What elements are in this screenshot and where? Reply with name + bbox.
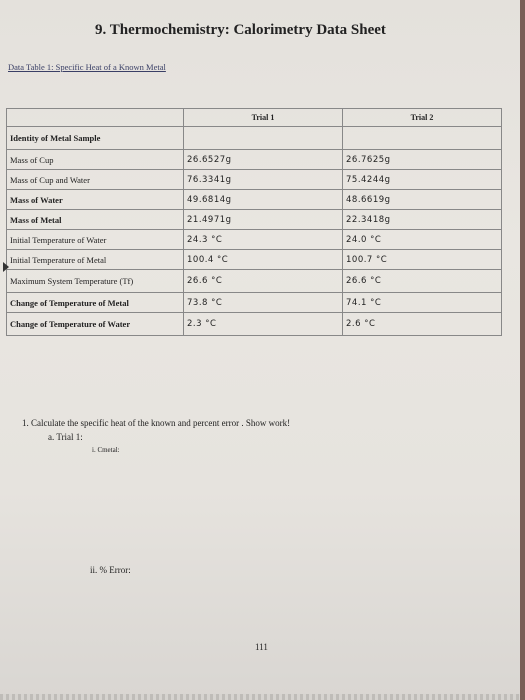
row-label: Change of Temperature of Metal <box>7 293 184 313</box>
trial-1-value: 26.6527g <box>184 150 343 170</box>
row-label: Change of Temperature of Water <box>7 313 184 336</box>
table-row <box>7 313 502 336</box>
trial-2-value: 26.7625g <box>343 150 502 170</box>
trial-1-value: 26.6 °C <box>184 270 343 293</box>
trial-2-value: 100.7 °C <box>343 250 502 270</box>
table-caption: Data Table 1: Specific Heat of a Known Metal <box>8 62 166 72</box>
page-edge <box>0 694 520 700</box>
trial-1-value: 49.6814g <box>184 190 343 210</box>
trial-2-value: 74.1 °C <box>343 293 502 313</box>
question-1a-ii: ii. % Error: <box>90 565 131 575</box>
trial-2-value: 48.6619g <box>343 190 502 210</box>
trial-1-value: 73.8 °C <box>184 293 343 313</box>
table-row <box>7 127 502 150</box>
page-title: 9. Thermochemistry: Calorimetry Data Sheet <box>95 22 386 38</box>
table-header-row <box>7 109 502 127</box>
table-row <box>7 150 502 170</box>
trial-2-value: 75.4244g <box>343 170 502 190</box>
row-label: Mass of Cup <box>7 150 184 170</box>
trial-1-value: 100.4 °C <box>184 250 343 270</box>
row-label: Initial Temperature of Metal <box>7 250 184 270</box>
trial-1-value: 21.4971g <box>184 210 343 230</box>
page-number: 111 <box>255 642 268 652</box>
trial-2-value: 22.3418g <box>343 210 502 230</box>
trial-2-value: 26.6 °C <box>343 270 502 293</box>
question-1: 1. Calculate the specific heat of the known and percent error . Show work! <box>22 418 291 428</box>
trial-1-value: 2.3 °C <box>184 313 343 336</box>
question-1a-i: i. Cmetal: <box>92 446 120 454</box>
trial-2-value: 2.6 °C <box>343 313 502 336</box>
trial-1-value: 24.3 °C <box>184 230 343 250</box>
trial-1-value: 76.3341g <box>184 170 343 190</box>
row-label: Mass of Metal <box>7 210 184 230</box>
table-row <box>7 190 502 210</box>
trial-2-value <box>343 127 502 150</box>
row-label: Maximum System Temperature (Tf) <box>7 270 184 293</box>
table-row <box>7 293 502 313</box>
table-row <box>7 270 502 293</box>
table-row <box>7 250 502 270</box>
header-trial-1: Trial 1 <box>184 109 343 127</box>
row-label: Mass of Cup and Water <box>7 170 184 190</box>
row-label: Identity of Metal Sample <box>7 127 184 150</box>
data-table <box>6 108 502 336</box>
row-label: Mass of Water <box>7 190 184 210</box>
header-trial-2: Trial 2 <box>343 109 502 127</box>
trial-1-value <box>184 127 343 150</box>
binder-tab-marker <box>3 262 9 272</box>
row-label: Initial Temperature of Water <box>7 230 184 250</box>
table-row <box>7 230 502 250</box>
table-row <box>7 210 502 230</box>
table-row <box>7 170 502 190</box>
header-blank-cell <box>7 109 184 127</box>
question-1a: a. Trial 1: <box>48 432 83 442</box>
trial-2-value: 24.0 °C <box>343 230 502 250</box>
